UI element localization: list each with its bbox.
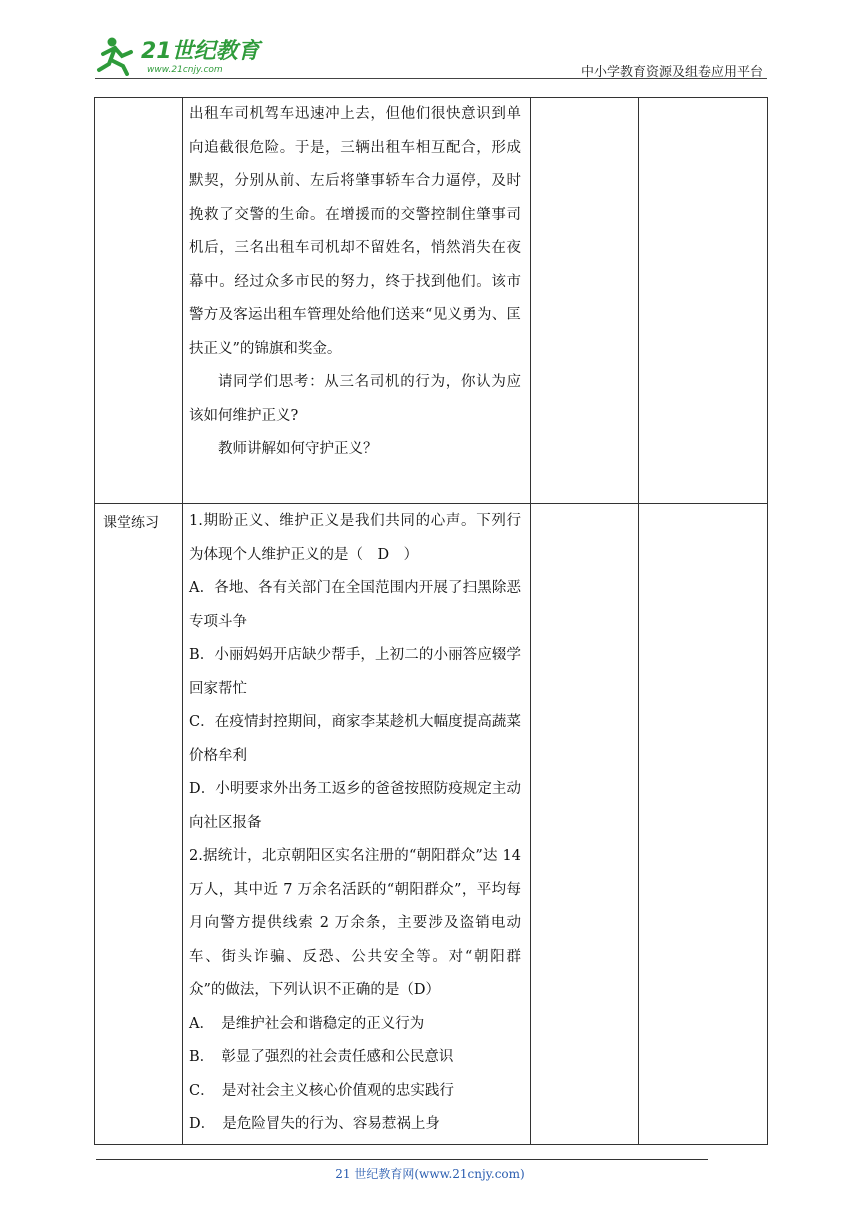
logo-url: www.21cnjy.com	[147, 65, 223, 75]
logo-21cnjy	[95, 34, 265, 76]
footer-link[interactable]: 21 世纪教育网(www.21cnjy.com)	[335, 1167, 525, 1181]
case-paragraph: 出租车司机驾车迅速冲上去，但他们很快意识到单向追截很危险。于是，三辆出租车相互配合，形成默契，分别从前、左后将肇事轿车合力逼停，及时挽救了交警的生命。在增援而的交警控制住肇事司机后，三名出租车司机却不留姓名，悄然消失在夜幕中。经过众多市民的努力，终于找到他们。该市警方及客运出租车管理处给他们送来“见义勇为、匡扶正义”的锦旗和奖金。	[189, 106, 521, 357]
row-label-practice: 课堂练习	[103, 515, 159, 531]
think-question: 请同学们思考：从三名司机的行为，你认为应该如何维护正义?	[189, 374, 521, 424]
q2-option-d: D． 是危险冒失的行为、容易惹祸上身	[189, 1116, 440, 1132]
row1-text	[189, 98, 521, 467]
row1-student-cell	[531, 98, 639, 504]
q1-option-a: A．各地、各有关部门在全国范围内开展了扫黑除恶专项斗争	[189, 580, 521, 630]
platform-title: 中小学教育资源及组卷应用平台	[580, 65, 763, 80]
q2-option-b: B． 彰显了强烈的社会责任感和公民意识	[189, 1049, 454, 1065]
row2-label-cell	[95, 504, 183, 1145]
row1-label-cell	[95, 98, 183, 504]
q1-option-d: D．小明要求外出务工返乡的爸爸按照防疫规定主动向社区报备	[189, 781, 521, 831]
page-header	[95, 28, 767, 78]
question-2: 2.据统计，北京朝阳区实名注册的“朝阳群众”达 14 万人，其中近 7 万余名活跃的“朝阳群众”，平均每月向警方提供线索 2 万余条，主要涉及盗销电动车、街头诈骗、反恐、公共安全等。对“朝阳群众”的做法，下列认识不正确的是（D）	[189, 848, 521, 998]
teacher-explain: 教师讲解如何守护正义？	[218, 441, 378, 457]
q1-option-c: C．在疫情封控期间，商家李某趁机大幅度提高蔬菜价格牟利	[189, 714, 521, 764]
header-divider	[95, 78, 767, 79]
row2-text	[189, 505, 521, 1142]
q1-option-b: B．小丽妈妈开店缺少帮手，上初二的小丽答应辍学回家帮忙	[189, 647, 521, 697]
footer-divider	[96, 1159, 708, 1160]
q2-option-a: A． 是维护社会和谐稳定的正义行为	[189, 1015, 425, 1032]
row2-student-cell	[531, 504, 639, 1145]
logo-text: 21世纪教育	[141, 39, 260, 64]
question-1: 1.期盼正义、维护正义是我们共同的心声。下列行为体现个人维护正义的是（ D ）	[189, 513, 521, 563]
q2-option-c: C． 是对社会主义核心价值观的忠实践行	[189, 1082, 454, 1099]
row1-intent-cell	[639, 98, 768, 504]
row2-intent-cell	[639, 504, 768, 1145]
